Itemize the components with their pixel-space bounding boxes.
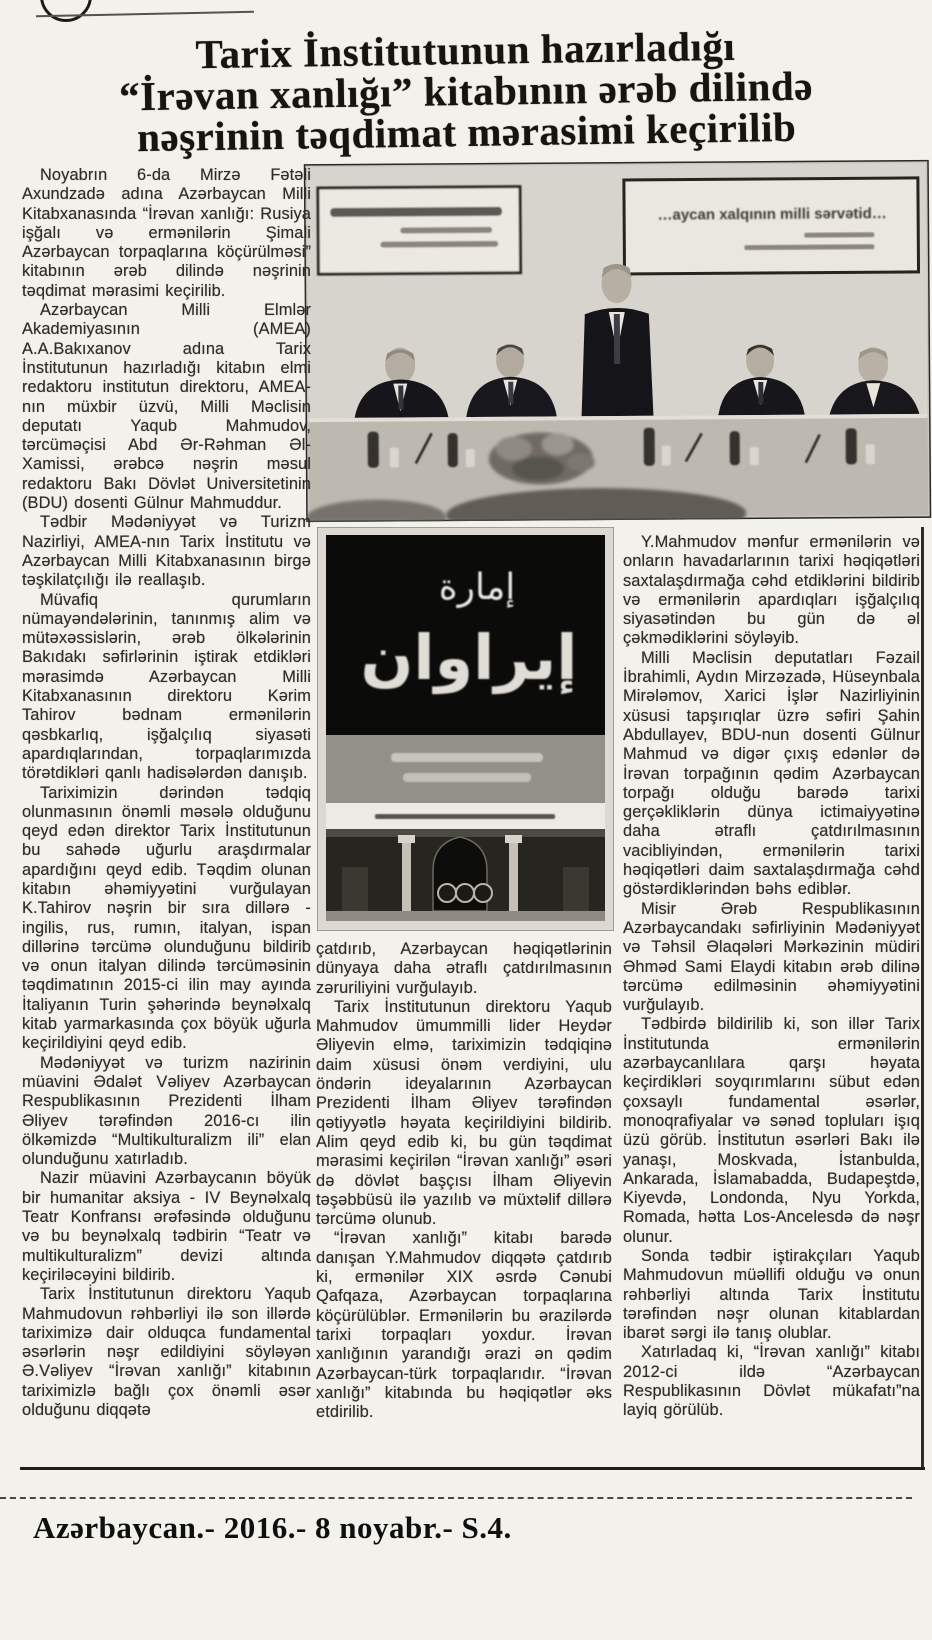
headline-line-2: “İrəvan xanlığı” kitabının ərəb dilində <box>118 62 814 120</box>
paragraph: Xatırladaq ki, “İrəvan xanlığı” kitabı 2012-ci ildə “Azərbaycan Respublikasının Dövlət mükafatı”na layiq görülüb. <box>623 1343 920 1420</box>
column-right <box>623 533 920 1463</box>
paragraph: Y.Mahmudov mənfur ermənilərin və onların havadarlarının tarixi həqiqətləri saxtalaşdırmağa cəhd etdiklərini bildirib və ermənilərin apardıqları işğalçılıq siyasətindən bu gün də əl çəkmədiklərini söyləyib. <box>623 533 920 648</box>
column-middle <box>316 940 612 1462</box>
footer-dashed-rule <box>0 1497 912 1499</box>
source-citation: Azərbaycan.- 2016.- 8 noyabr.- S.4. <box>33 1510 512 1545</box>
masthead-logo-fragment <box>40 0 92 22</box>
cover-title-large: إيراوان <box>360 621 578 694</box>
paragraph: çatdırıb, Azərbaycan həqiqətlərinin dünyaya daha ətraflı çatdırılmasının zəruriliyini vurğulayıb. <box>316 940 612 997</box>
paragraph: “İrəvan xanlığı” kitabı barədə danışan Y.Mahmudov diqqətə çatdırıb ki, ermənilər XIX əsrdə Cənubi Qafqaza, Azərbaycan torpaqlarına köçürülüblər. Ermənilərin bu ərazilərdə tarixi torpaqları yoxdur. İrəvan xanlığının yarandığı ərazi ən qədim Azərbaycan-türk torpaqlarıdır. “İrəvan xanlığı” kitabında bu həqiqətlər əks etdirilib. <box>316 1229 612 1422</box>
paragraph: Nazir müavini Azərbaycanın böyük bir humanitar aksiya - IV Beynəlxalq Teatr Konfransı ərəfəsində olduğunu və bu beynəlxalq tədbirin “Teatr və multikulturalizm” devizi altında keçiriləcəyini bildirib. <box>22 1169 311 1284</box>
photo-banner-left <box>318 187 521 274</box>
paragraph: Tədbir Mədəniyyət və Turizm Nazirliyi, AMEA-nın Tarix İnstitutu və Azərbaycan Milli Kitabxanasının birgə təşkilatçılığı ilə reallaşıb. <box>22 513 311 590</box>
paragraph: Sonda tədbir iştirakçıları Yaqub Mahmudovun müəllifi olduğu və onun rəhbərliyi altında Tarix İnstitutu tərəfindən nəşr olunan kitablardan ibarət sərgi ilə tanış olublar. <box>623 1246 920 1343</box>
paragraph: Tədbirdə bildirilib ki, son illər Tarix İnstitutunda ermənilərin azərbaycanlılara qarşı həyata keçirdikləri soyqırımlarını sübut edən çoxsaylı fundamental əsərlər, monoqrafiyalar və sənəd topluları işıq üzü görüb. İnstitutun əsərləri Bakı ilə yanaşı, Moskvada, İstanbulda, Ankarada, İslamabadda, Budapeştdə, Kiyevdə, Londonda, Nyu Yorkda, Romada, hətta Los-Ancelesdə də nəşr olunur. <box>623 1015 920 1246</box>
paragraph: Tariximizin dərindən tədqiq olunmasının önəmli məsələ olduğunu qeyd edən direktor Tarix İnstitutunun bu sahədə uğurlu araşdırmalar apardığını qeyd edib. Təqdim olunan kitabın əhəmiyyətini vurğulayan K.Tahirov nəşrin bir sıra dillərə - ingilis, rus, rumın, italyan, ispan dillərinə tərcümə olunduğunu bildirib və onun italyan dilində tərcüməsinin təqdimatının 2015-ci ilin may ayında İtaliyanın Turin şəhərində beynəlxalq kitab yarmarkasında çox böyük uğurla keçirildiyini qeyd edib. <box>22 783 311 1053</box>
paragraph: Müvafiq qurumların nümayəndələrinin, tanınmış alim və mütəxəssislərin, ərəb ölkələrinin Bakıdakı səfirlərinin iştirak etdikləri mərasimdə Azərbaycan Milli Kitabxanasının direktoru Kərim Tahirov bədnam ermənilərin qəsbkarlıq, işğalçılıq siyasəti apardıqlarından, torpaqlarımızda törətdikləri qanlı hadisələrdən danışıb. <box>22 590 311 783</box>
paragraph: Misir Ərəb Respublikasının Azərbaycandakı səfirliyinin Mədəniyyət və Təhsil Əlaqələri Mərkəzinin müdiri Əhməd Sami Elaydi kitabın ərəb dilinə tərcümə edilməsinin əhəmiyyətini vurğulayıb. <box>623 899 920 1015</box>
column-left <box>22 166 311 1458</box>
article-bottom-rule <box>20 1467 925 1470</box>
headline-line-3: nəşrinin təqdimat mərasimi keçirilib <box>136 103 797 161</box>
paragraph: Tarix İnstitutunun direktoru Yaqub Mahmudov ümummilli lider Heydər Əliyevin elmə, tariximizin tədqiqinə daim xüsusi önəm verdiyini, ulu öndərin ideyalarının Azərbaycan Prezidenti İlham Əliyev tərəfindən qətiyyətlə həyata keçirildiyini bildirib. Alim qeyd edib ki, bu gün təqdimat mərasimi keçirilən “İrəvan xanlığı” əsəri də dövlət başçısı İlham Əliyevin təşəbbüsü ilə yazılıb və müxtəlif dillərə tərcümə olunub. <box>316 997 612 1229</box>
conference-photo <box>304 160 931 522</box>
cover-subtitle-band <box>326 735 605 803</box>
paragraph: Mədəniyyət və turizm nazirinin müavini Ədalət Vəliyev Azərbaycan Respublikasının Prezidenti İlham Əliyev tərəfindən 2016-cı ilin ölkəmizdə “Multikulturalizm ili” elan olunduğunu xatırladıb. <box>22 1053 311 1169</box>
cover-title-small: إمارة <box>438 567 516 608</box>
paragraph: Tarix İnstitutunun direktoru Yaqub Mahmudovun rəhbərliyi ilə son illərdə tariximizə dair olduqca fundamental əsərlərin nəşr edildiyini söyləyən Ə.Vəliyev “İrəvan xanlığı” kitabının tariximizlə bağlı çox önəmli əsər olduğunu diqqətə <box>22 1285 311 1419</box>
photo-table <box>306 414 929 522</box>
column-divider-rule <box>921 527 924 1469</box>
book-cover-image <box>317 527 614 931</box>
article-headline <box>25 23 907 160</box>
cover-architecture <box>326 829 605 921</box>
paragraph: Noyabrın 6-da Mirzə Fətəli Axundzadə adına Azərbaycan Milli Kitabxanasında “İrəvan xanlığı: Rusiya işğalı və ermənilərin Şimali Azərbaycan torpaqlarına köçürülməsi” kitabının ərəb dilində nəşrinin təqdimat mərasimi keçirilib. <box>22 166 311 300</box>
paragraph: Milli Məclisin deputatları Fəzail İbrahimli, Aydın Mirzəzadə, Hüseynbala Mirələmov, Xarici İşlər Nazirliyinin xüsusi tapşırıqlar üzrə səfiri Şahin Abdullayev, BDU-nun dosenti Gülnur Mahmud və digər çıxış edənlər də İrəvan torpağının qədim Azərbaycan torpağı olduğu barədə tarixi gerçəkliklərin dünya ictimaiyyətinə daha ətraflı çatdırılmasının vacibliyindən, ermənilərin tarixi həqiqətləri daim saxtalaşdırmağa cəhd göstərdiklərindən bəhs ediblər. <box>623 648 920 899</box>
headline-line-1: Tarix İnstitutunun hazırladığı <box>195 22 736 78</box>
photo-banner-text: …aycan xalqının milli sərvətid… <box>657 205 887 224</box>
paragraph: Azərbaycan Milli Elmlər Akademiyasının (AMEA) A.A.Bakıxanov adına Tarix İnstitutunun hazırladığı kitabın elmi redaktoru institutun direktoru, AMEA-nın müxbir üzvü, Milli Məclisin deputatı Yaqub Mahmudov, tərcüməçisi Abd Ər-Rəhman Əl-Xamissi, ərəbcə nəşrin məsul redaktoru Bakı Dövlət Universitetinin (BDU) dosenti Gülnur Mahmuddur. <box>22 301 311 513</box>
photo-banner-right <box>624 178 919 274</box>
